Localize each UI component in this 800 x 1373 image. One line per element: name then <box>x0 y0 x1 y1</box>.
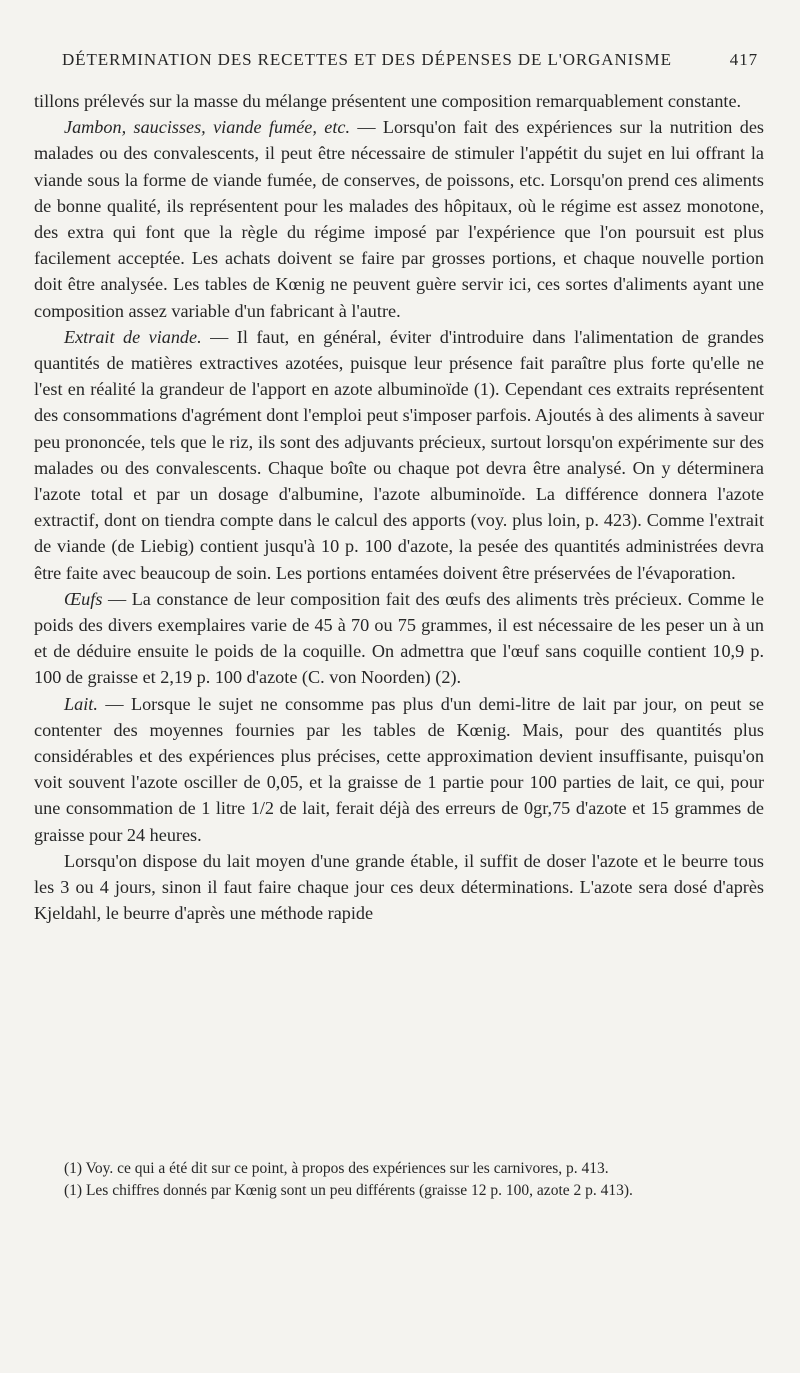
footnotes <box>34 1158 764 1202</box>
header-title: DÉTERMINATION DES RECETTES ET DES DÉPENSES DE L'ORGANISME <box>62 50 672 69</box>
section-title-extrait: Extrait de viande. <box>64 326 202 347</box>
paragraph-continuation: tillons prélevés sur la masse du mélange présentent une composition remarquablement constante. <box>34 91 742 111</box>
paragraph-extrait-text: — Il faut, en général, éviter d'introduire dans l'alimentation de grandes quantités de matières extractives azotées, puisque leur présence fait paraître plus forte qu'elle ne l'est en réalité la grandeur de l'apport en azote albuminoïde (1). Cependant ces extraits représentent des consommations d'agrément dont l'emploi peut s'imposer parfois. Ajoutés à des aliments à saveur peu prononcée, tels que le riz, ils sont des adjuvants précieux, surtout lorsqu'on expérimente sur des malades ou des convalescents. Chaque boîte ou chaque pot devra être analysé. On y déterminera l'azote total et par un dosage d'albumine, l'azote albuminoïde. La différence donnera l'azote extractif, dont on tiendra compte dans le calcul des apports (voy. plus loin, p. 423). Comme l'extrait de viande (de Liebig) contient jusqu'à 10 p. 100 d'azote, la pesée des quantités administrées devra être faite avec beaucoup de soin. Les portions entamées doivent être préservées de l'évaporation. <box>34 326 764 583</box>
running-header <box>62 50 758 76</box>
paragraph-extrait <box>34 324 764 586</box>
section-title-oeufs: Œufs <box>64 588 103 609</box>
paragraph-jambon <box>34 114 764 324</box>
page-number: 417 <box>729 50 758 69</box>
paragraph-lait-moyen: Lorsqu'on dispose du lait moyen d'une grande étable, il suffit de doser l'azote et le beurre tous les 3 ou 4 jours, sinon il faut faire chaque jour ces deux déterminations. L'azote sera dosé d'après Kjeldahl, le beurre d'après une méthode rapide <box>34 850 764 924</box>
section-title-lait: Lait. <box>64 693 98 714</box>
paragraph-lait <box>34 691 764 848</box>
paragraph-oeufs <box>34 586 764 691</box>
paragraph-oeufs-text: — La constance de leur composition fait des œufs des aliments très précieux. Comme le poids des divers exemplaires varie de 45 à 70 ou 75 grammes, il est nécessaire de les peser un à un et de déduire ensuite le poids de la coquille. On admettra que l'œuf sans coquille contient 10,9 p. 100 de graisse et 2,19 p. 100 d'azote (C. von Noorden) (2). <box>34 588 764 688</box>
paragraph-lait-text: — Lorsque le sujet ne consomme pas plus d'un demi-litre de lait par jour, on peut se contenter des moyennes fournies par les tables de Kœnig. Mais, pour des quantités plus considérables et des expériences plus précises, cette approximation devient insuffisante, puisqu'on voit souvent l'azote osciller de 0,05, et la graisse de 1 partie pour 100 parties de lait, ce qui, pour une consommation de 1 litre 1/2 de lait, ferait déjà des erreurs de 0gr,75 d'azote et 15 grammes de graisse pour 24 heures. <box>34 693 764 845</box>
paragraph-jambon-text: — Lorsqu'on fait des expériences sur la nutrition des malades ou des convalescents, il peut être nécessaire de stimuler l'appétit du sujet en lui offrant la viande sous la forme de viande fumée, de conserves, de poissons, etc. Lorsqu'on prend ces aliments de bonne qualité, ils représentent pour les malades des hôpitaux, où le régime est assez monotone, des extra qui font que la règle du régime imposé par l'expérience que l'on poursuit est plus facilement acceptée. Les achats doivent se faire par grosses portions, et chaque nouvelle portion doit être analysée. Les tables de Kœnig ne peuvent guère servir ici, ces sortes d'aliments ayant une composition assez variable d'un fabricant à l'autre. <box>34 117 764 321</box>
section-title-jambon: Jambon, saucisses, viande fumée, etc. <box>64 117 351 138</box>
footnote-2: (1) Les chiffres donnés par Kœnig sont un peu différents (graisse 12 p. 100, azote 2 p. 413). <box>64 1182 633 1199</box>
footnote-1: (1) Voy. ce qui a été dit sur ce point, à propos des expériences sur les carnivores, p. 413. <box>64 1160 609 1177</box>
body-text <box>34 88 764 927</box>
